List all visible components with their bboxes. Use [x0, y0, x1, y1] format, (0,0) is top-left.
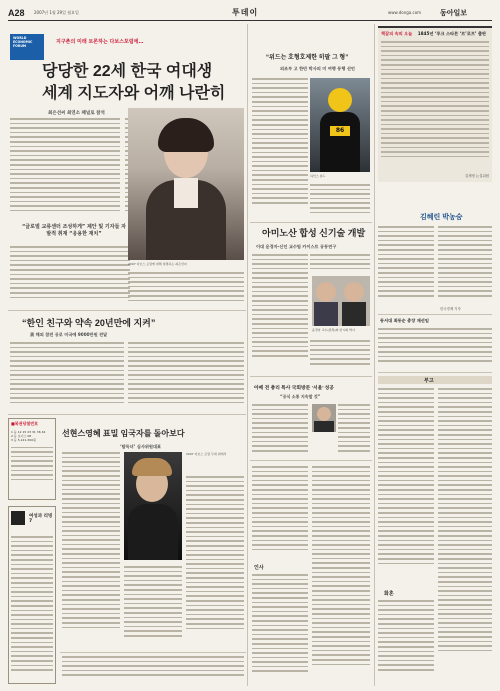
- divider-2: [8, 414, 246, 415]
- divider-7: [378, 314, 492, 315]
- divider-6: [250, 460, 372, 461]
- wef-logo: WORLD ECONOMIC FORUM: [10, 34, 44, 60]
- site-url: www.donga.com: [388, 10, 422, 15]
- main-body-col-1: [10, 118, 120, 218]
- column-byline: 김세영 논설위원: [464, 174, 489, 178]
- science-body-1: [252, 254, 308, 372]
- science-subhead: 이대 윤경자·신인 교수팀 카이스트 공동연구: [256, 244, 337, 249]
- opinion-body-2: [438, 226, 492, 304]
- note-body: [378, 328, 492, 370]
- obit-header: [378, 376, 492, 384]
- personnel-body-1: [252, 574, 308, 684]
- main-body-col-3: [10, 246, 130, 306]
- personnel-title: 인사: [254, 565, 264, 571]
- friend-body-2: [128, 342, 244, 412]
- obit-body-2: [438, 388, 492, 684]
- divider-8: [378, 372, 492, 373]
- lottery-row-1: 1 등 12 15 23 31 36 44: [11, 430, 46, 434]
- feature-kicker: “위드는 호형호제한 히팔 그 형”: [266, 55, 349, 61]
- lottery-row-3: 3 등 5,121,300원: [11, 438, 36, 443]
- lecture-body-1: [62, 452, 120, 648]
- lottery-row-2: 2 등 보너스 08: [11, 434, 32, 439]
- divider-3: [60, 652, 246, 653]
- divider-5: [250, 376, 372, 377]
- date-line: 2007년 1월 29일 월요일: [34, 10, 79, 15]
- main-kicker: 지구촌의 미래 토론하는 다보스포럼에…: [56, 39, 144, 45]
- personnel-body-2: [312, 466, 370, 684]
- people-body-2: [338, 404, 370, 458]
- lecture-headline: 선현스영혜 표밀 임국자를 돌아보다: [62, 429, 185, 438]
- main-headline-2: 세계 지도자와 어깨 나란히: [42, 85, 226, 102]
- opinion-body-1: [378, 226, 434, 304]
- ad-box: [8, 506, 56, 684]
- science-photo: [312, 276, 370, 326]
- page-number: A28: [8, 8, 25, 18]
- section-title: 투데이: [232, 8, 259, 17]
- lecture-photo: [124, 452, 182, 560]
- ad-title: 여성과 리빙7: [29, 514, 53, 524]
- lecture-subhead: ‘탐독녀’ 심사위원대표: [120, 444, 162, 449]
- opinion-title: 김혜린 박농숨: [420, 214, 463, 221]
- science-caption: 윤경자 교수(왼쪽)와 한시희 박사: [312, 328, 355, 332]
- lottery-title: ■복권당첨번호: [11, 421, 38, 426]
- lecture-footer: [62, 656, 244, 684]
- feature-body-1: [252, 78, 308, 218]
- marriage-body: [378, 600, 434, 684]
- people-body-1: [252, 404, 308, 458]
- lottery-box: [8, 418, 56, 500]
- people-photo: [312, 404, 336, 432]
- people-subhead: “공식 소통 지속할 것”: [280, 394, 321, 399]
- science-headline: 아미노산 합성 신기술 개발: [262, 228, 366, 238]
- main-photo-caption: 2007 다보스 포럼에 대해 설명하는 최은선씨: [128, 262, 187, 266]
- main-quote: “글로벌 교류센터 조성하게” 제안 및 기자들 자발적 취재 “응용한 재치”: [22, 224, 126, 237]
- header-bar: [8, 6, 492, 20]
- column-box: [378, 26, 492, 182]
- main-body-col-4: [128, 272, 244, 306]
- column-title: 1845년 ‘루크 스타븐 ‘르’로프’ 출판: [417, 31, 487, 36]
- science-body-2: [310, 254, 370, 274]
- feature-caption: 하인스 워드: [310, 174, 326, 178]
- feature-photo: 86: [310, 78, 370, 172]
- main-photo: [128, 108, 244, 260]
- paper-logo: 동아일보: [440, 8, 468, 17]
- marriage-title: 화혼: [384, 591, 394, 597]
- people-body-3: [252, 466, 308, 560]
- center-rule: [247, 24, 248, 686]
- opinion-byline: 한국경제 기자: [440, 307, 461, 311]
- column-body: [381, 41, 489, 173]
- lecture-body-3: [124, 566, 182, 648]
- main-headline-1: 당당한 22세 한국 여대생: [42, 63, 213, 80]
- right-rule: [374, 24, 375, 686]
- feature-body-2: [310, 184, 370, 218]
- column-label: 책갈피 속의 오늘 1845년 ‘루크 스타븐 ‘르’로프’ 출판: [381, 31, 487, 36]
- note-label: 동서대 최동순 총장 재선임: [380, 318, 429, 323]
- header-rule: [8, 20, 492, 21]
- friend-headline: “한인 친구와 약속 20년만에 지켜”: [22, 318, 156, 328]
- people-headline: 아베 전 총리 특사 국회방문 ‘서울’ 성공: [254, 386, 334, 391]
- divider-1: [8, 310, 246, 311]
- obit-title: 부고: [424, 378, 434, 384]
- feature-subhead: 외조부 고 한만 박사의 미 여행 동행 선언: [280, 66, 355, 71]
- main-subhead: 최은선씨 최연소 패널로 참석: [48, 111, 105, 116]
- friend-body-1: [10, 342, 124, 412]
- obit-body-1: [378, 388, 434, 586]
- lecture-photo-caption: 2007 다보스 포럼 무대 위에서: [186, 452, 227, 456]
- lecture-body-2: [186, 476, 244, 648]
- friend-subhead: 美 해외 참전 공로 미국에 9000만원 전달: [30, 332, 108, 337]
- divider-4: [250, 222, 372, 223]
- science-body-3: [310, 340, 370, 372]
